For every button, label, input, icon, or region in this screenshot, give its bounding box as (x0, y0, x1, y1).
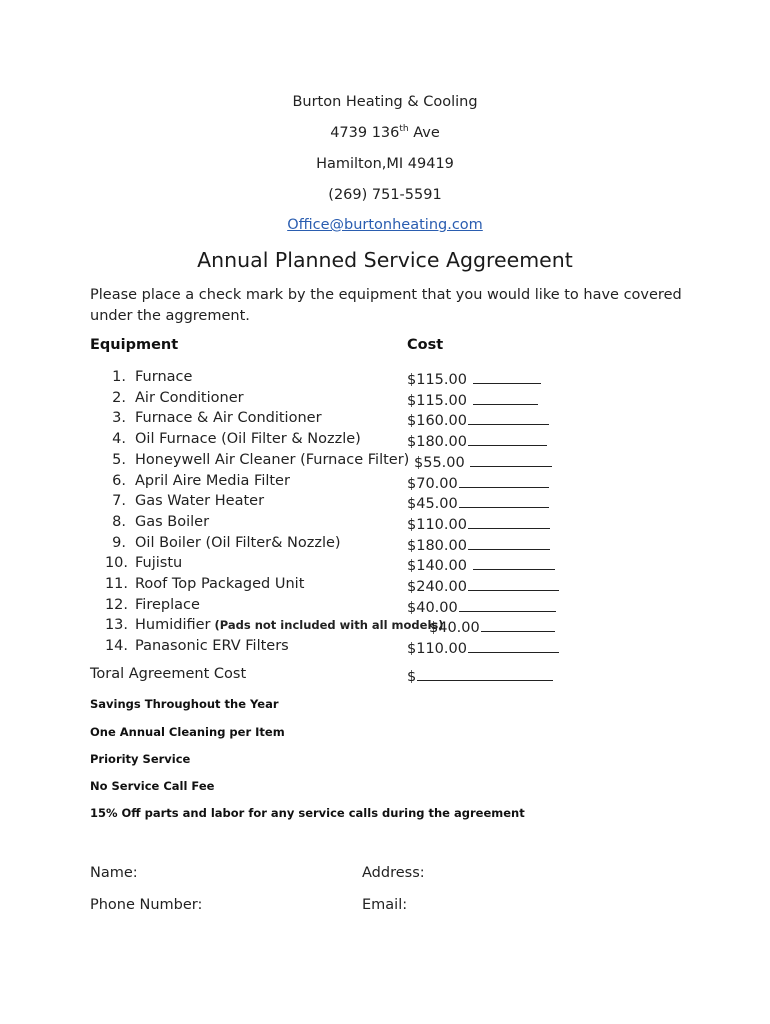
equipment-label-text: Oil Boiler (Oil Filter& Nozzle) (135, 534, 341, 551)
equipment-cost-value: $45.00 (407, 496, 458, 513)
check-mark-blank[interactable] (459, 493, 549, 508)
equipment-label-text: Roof Top Packaged Unit (135, 576, 305, 592)
company-email-line (0, 217, 770, 233)
equipment-number: 14. (104, 638, 128, 655)
equipment-row[interactable] (0, 638, 770, 658)
equipment-cost (407, 473, 549, 492)
equipment-cost (407, 535, 550, 554)
equipment-cost (407, 431, 547, 450)
benefit-item: One Annual Cleaning per Item (90, 725, 285, 739)
check-mark-blank[interactable] (459, 473, 549, 488)
check-mark-blank[interactable] (468, 514, 550, 529)
equipment-cost (407, 493, 549, 512)
equipment-label-text: Humidifier (135, 617, 211, 634)
equipment-label (135, 638, 289, 654)
check-mark-blank[interactable] (473, 555, 555, 570)
equipment-cost-value: $110.00 (407, 516, 467, 533)
company-city: Hamilton,MI 49419 (316, 156, 454, 172)
equipment-label (135, 535, 341, 551)
equipment-label-text: Fujistu (135, 555, 183, 572)
equipment-label (135, 369, 192, 385)
equipment-label (135, 452, 409, 468)
equipment-label (135, 597, 200, 613)
check-mark-blank[interactable] (481, 617, 555, 632)
equipment-cost-value: $180.00 (407, 537, 467, 554)
equipment-label (135, 493, 264, 509)
company-email-link[interactable]: Office@burtonheating.com (287, 217, 483, 233)
equipment-number: 8. (112, 513, 126, 530)
equipment-cost-value: $70.00 (407, 475, 458, 492)
equipment-number: 10. (104, 555, 128, 572)
equipment-label-text: Furnace (135, 369, 193, 385)
equipment-label-text: April Aire Media Filter (135, 472, 290, 489)
equipment-label (135, 576, 304, 592)
equipment-note: (Pads not included with all models) (210, 618, 444, 633)
equipment-number: 3. (112, 410, 126, 427)
equipment-cost-value: $55.00 (414, 454, 470, 471)
benefit-item: Savings Throughout the Year (90, 697, 279, 711)
check-mark-blank[interactable] (468, 410, 549, 425)
equipment-number: 13. (104, 617, 128, 634)
check-mark-blank[interactable] (473, 390, 538, 405)
equipment-label-text: Gas Water Heater (135, 493, 265, 510)
company-street: 4739 136th Ave (330, 124, 440, 141)
check-mark-blank[interactable] (468, 535, 550, 550)
check-mark-blank[interactable] (468, 431, 547, 446)
equipment-cost (407, 410, 549, 429)
equipment-row[interactable] (0, 535, 770, 555)
equipment-number: 1. (112, 369, 126, 385)
equipment-cost-value: $140.00 (407, 558, 472, 575)
check-mark-blank[interactable] (459, 597, 556, 612)
benefit-item: 15% Off parts and labor for any service calls during the agreement (90, 806, 525, 820)
equipment-number: 2. (112, 389, 126, 406)
equipment-cost-value: $110.00 (407, 641, 467, 658)
equipment-cost-value: $115.00 (407, 372, 472, 388)
equipment-cost-value: $240.00 (407, 579, 467, 595)
benefit-item: Priority Service (90, 752, 191, 766)
equipment-number: 12. (104, 596, 128, 613)
name-field-label: Name: (90, 865, 138, 881)
equipment-row[interactable] (0, 369, 770, 389)
equipment-label (135, 390, 244, 406)
equipment-row[interactable] (0, 410, 770, 430)
equipment-label-text: Air Conditioner (135, 389, 244, 406)
equipment-cost (414, 452, 552, 471)
equipment-cost (407, 514, 550, 533)
equipment-row[interactable] (0, 576, 770, 596)
equipment-column-header: Equipment (90, 337, 179, 353)
equipment-label-text: Panasonic ERV Filters (135, 638, 289, 655)
equipment-label (135, 473, 290, 489)
equipment-label-text: Furnace & Air Conditioner (135, 410, 322, 427)
equipment-label-text: Fireplace (135, 596, 200, 613)
intro-text: Please place a check mark by the equipment that you would like to have covered under the aggrement. (90, 287, 682, 324)
equipment-row[interactable] (0, 390, 770, 410)
equipment-cost-value: $160.00 (407, 413, 467, 430)
equipment-row[interactable] (0, 555, 770, 575)
equipment-cost (429, 617, 555, 636)
equipment-label-text: Honeywell Air Cleaner (Furnace Filter) (135, 451, 410, 468)
equipment-number: 9. (112, 534, 126, 551)
equipment-label (135, 617, 444, 633)
company-name: Burton Heating & Cooling (292, 94, 478, 110)
phone-field-label: Phone Number: (90, 897, 203, 913)
equipment-cost-value: $180.00 (407, 434, 467, 451)
equipment-cost (407, 369, 541, 388)
equipment-row[interactable] (0, 514, 770, 534)
equipment-number: 6. (112, 472, 126, 489)
equipment-number: 7. (112, 493, 126, 510)
equipment-row[interactable] (0, 431, 770, 451)
check-mark-blank[interactable] (468, 576, 559, 591)
equipment-label (135, 555, 182, 571)
equipment-label-text: Oil Furnace (Oil Filter & Nozzle) (135, 431, 361, 448)
check-mark-blank[interactable] (468, 638, 559, 653)
address-field-label: Address: (362, 865, 425, 881)
equipment-cost-value: $40.00 (429, 620, 480, 637)
total-label: Toral Agreement Cost (90, 666, 247, 682)
check-mark-blank[interactable] (473, 369, 541, 384)
benefit-item: No Service Call Fee (90, 779, 215, 793)
equipment-cost (407, 555, 555, 574)
equipment-row[interactable] (0, 493, 770, 513)
equipment-number: 5. (112, 451, 126, 468)
equipment-cost (407, 576, 559, 595)
equipment-cost (407, 390, 538, 409)
equipment-label (135, 514, 209, 530)
equipment-row[interactable] (0, 473, 770, 493)
company-phone: (269) 751-5591 (328, 187, 442, 203)
total-cost-field[interactable]: $ (407, 666, 553, 685)
equipment-row[interactable] (0, 452, 770, 472)
equipment-cost (407, 638, 559, 657)
equipment-label (135, 431, 361, 447)
email-field-label: Email: (362, 897, 408, 913)
equipment-label (135, 410, 322, 426)
equipment-number: 4. (112, 431, 126, 448)
equipment-cost (407, 597, 556, 616)
equipment-row[interactable] (0, 617, 770, 637)
total-cost-blank[interactable] (417, 666, 553, 681)
page-title: Annual Planned Service Aggreement (197, 248, 573, 272)
equipment-number: 11. (104, 576, 128, 592)
equipment-cost-value: $40.00 (407, 599, 458, 616)
equipment-label-text: Gas Boiler (135, 513, 210, 530)
cost-column-header: Cost (407, 337, 444, 353)
equipment-row[interactable] (0, 597, 770, 617)
check-mark-blank[interactable] (470, 452, 552, 467)
equipment-cost-value: $115.00 (407, 392, 472, 409)
